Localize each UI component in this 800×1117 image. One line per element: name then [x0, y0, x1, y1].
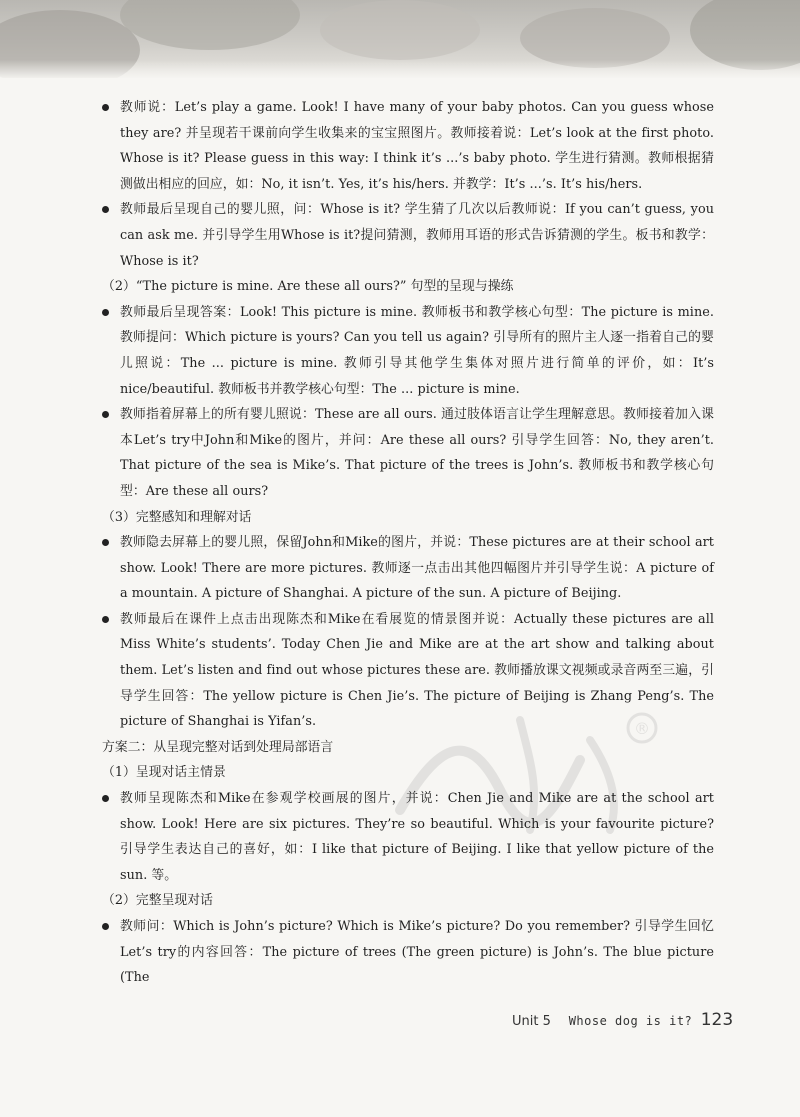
- bullet-paragraph: [102, 914, 714, 991]
- header-fade: [0, 60, 800, 78]
- svg-text:®: ®: [634, 719, 650, 738]
- footer-unit: Unit 5: [512, 1014, 551, 1029]
- bullet-dot-icon: [102, 104, 109, 111]
- bullet-dot-icon: [102, 795, 109, 802]
- scheme-heading: [102, 735, 714, 761]
- bullet-dot-icon: [102, 539, 109, 546]
- bullet-paragraph: [102, 95, 714, 197]
- bullet-paragraph: [102, 300, 714, 402]
- bullet-dot-icon: [102, 206, 109, 213]
- section-heading: [102, 760, 714, 786]
- paragraph-text: 教师问：Which is John’s picture? Which is Mike’s picture? Do you remember? 引导学生回忆Let’s try的内容回答：The picture of trees (The green picture) is John’s. The blue picture (The: [120, 919, 714, 986]
- paragraph-text: （2）完整呈现对话: [102, 893, 213, 909]
- bullet-paragraph: [102, 402, 714, 504]
- paragraph-text: 教师最后在课件上点击出现陈杰和Mike在看展览的情景图并说：Actually these pictures are all Miss White’s students’. Today Chen Jie and Mike are at the art show and talking about them. Let’s listen and find out whose pictures these are. 教师播放课文视频或录音两至三遍，引导学生回答：The yellow picture is Chen Jie’s. The picture of Beijing is Zhang Peng’s. The picture of Shanghai is Yifan’s.: [120, 611, 714, 730]
- paragraph-text: （1）呈现对话主情景: [102, 765, 226, 781]
- header-decorative-band: [0, 0, 800, 78]
- paragraph-text: 教师隐去屏幕上的婴儿照，保留John和Mike的图片，并说：These pictures are at their school art show. Look! There are more pictures. 教师逐一点击出其他四幅图片并引导学生说：A picture of a mountain. A picture of Shanghai. A picture of the sun. A picture of Beijing.: [120, 535, 714, 602]
- page-body: [102, 95, 714, 991]
- bullet-dot-icon: [102, 616, 109, 623]
- page-number: 123: [700, 1010, 734, 1030]
- header-photo-shape: [520, 8, 670, 68]
- paragraph-text: 教师呈现陈杰和Mike在参观学校画展的图片，并说：Chen Jie and Mike are at the school art show. Look! Here are six pictures. They’re so beautiful. Which is your favourite picture? 引导学生表达自己的喜好，如：I like that picture of Beijing. I like that yellow picture of the sun. 等。: [120, 791, 714, 883]
- paragraph-text: （2）“The picture is mine. Are these all ours?” 句型的呈现与操练: [102, 279, 514, 295]
- bullet-dot-icon: [102, 309, 109, 316]
- footer-unit-title: Whose dog is it?: [568, 1014, 693, 1028]
- bullet-dot-icon: [102, 411, 109, 418]
- header-photo-shape: [120, 0, 300, 50]
- bullet-paragraph: [102, 786, 714, 888]
- section-heading: [102, 888, 714, 914]
- paragraph-text: 方案二：从呈现完整对话到处理局部语言: [102, 739, 334, 755]
- bullet-paragraph: [102, 530, 714, 607]
- paragraph-text: 教师最后呈现自己的婴儿照，问：Whose is it? 学生猜了几次以后教师说：If you can’t guess, you can ask me. 并引导学生用Whose is it?提问猜测，教师用耳语的形式告诉猜测的学生。板书和教学：Whose is it?: [120, 202, 714, 269]
- paragraph-text: 教师最后呈现答案：Look! This picture is mine. 教师板书和教学核心句型：The picture is mine. 教师提问：Which picture is yours? Can you tell us again? 引导所有的照片主人逐一指着自己的婴儿照说：The ... picture is mine. 教师引导其他学生集体对照片进行简单的评价，如：It’s nice/beautiful. 教师板书并教学核心句型：The ... picture is mine.: [120, 304, 714, 397]
- page-footer: [512, 1010, 733, 1030]
- paragraph-text: （3）完整感知和理解对话: [102, 509, 252, 525]
- paragraph-text: 教师说：Let’s play a game. Look! I have many of your baby photos. Can you guess whose they are? 并呈现若干课前向学生收集来的宝宝照图片。教师接着说：Let’s look at the first photo. Whose is it? Please guess in this way: I think it’s ...’s baby photo. 学生进行猜测。教师根据猜测做出相应的回应，如：No, it isn’t. Yes, it’s his/hers. 并教学：It’s ...’s. It’s his/hers.: [120, 100, 714, 192]
- bullet-dot-icon: [102, 923, 109, 930]
- paragraph-text: 教师指着屏幕上的所有婴儿照说：These are all ours. 通过肢体语言让学生理解意思。教师接着加入课本Let’s try中John和Mike的图片，并问：Are these all ours? 引导学生回答：No, they aren’t. That picture of the sea is Mike’s. That picture of the trees is John’s. 教师板书和教学核心句型：Are these all ours?: [120, 407, 714, 499]
- bullet-paragraph: [102, 607, 714, 735]
- section-heading: [102, 505, 714, 531]
- header-photo-shape: [320, 0, 480, 60]
- bullet-paragraph: [102, 197, 714, 274]
- section-heading: [102, 274, 714, 300]
